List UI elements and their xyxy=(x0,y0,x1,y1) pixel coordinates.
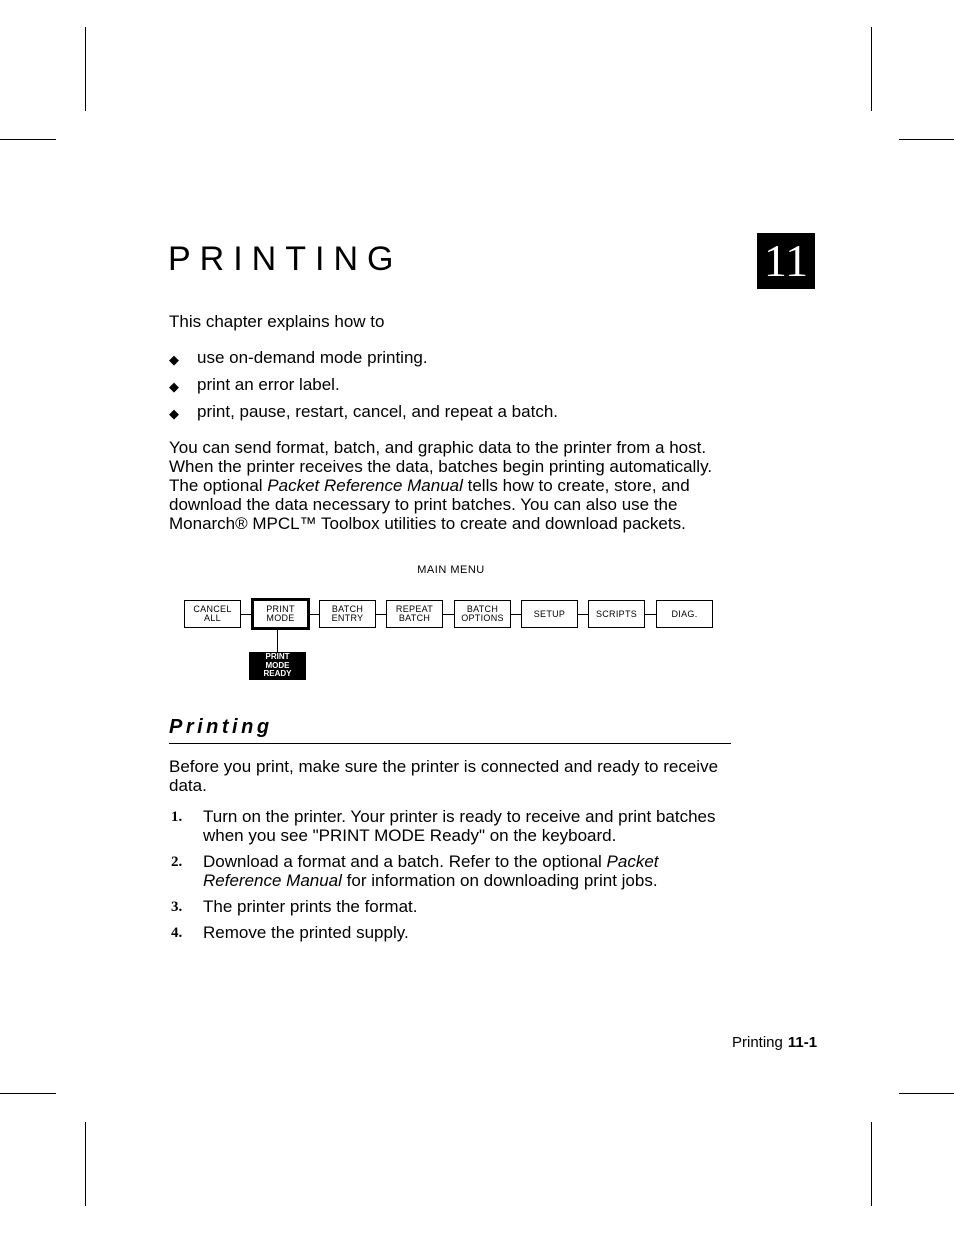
paragraph-text: tells how to create, store, and download the data necessary to print batches. You can also use the Monarch® MPCL™ Toolbox utilities to create and download packets. xyxy=(169,476,690,533)
menu-diagram-title: MAIN MENU xyxy=(417,564,485,576)
step-text: Remove the printed supply. xyxy=(203,923,409,942)
menu-item-print-mode: PRINT MODE xyxy=(251,598,310,630)
section-divider xyxy=(169,743,731,744)
menu-item-diag: DIAG. xyxy=(656,600,713,628)
section-paragraph: Before you print, make sure the printer is connected and ready to receive data. xyxy=(169,757,719,795)
menu-item-setup: SETUP xyxy=(521,600,578,628)
menu-connector xyxy=(645,614,656,615)
step-number: 1. xyxy=(171,809,183,825)
menu-connector xyxy=(376,614,386,615)
crop-mark xyxy=(0,1093,56,1094)
step-text: The printer prints the format. xyxy=(203,897,418,916)
menu-connector xyxy=(240,614,251,615)
manual-title: Packet Reference Manual xyxy=(203,852,659,890)
submenu-item-print-mode-ready: PRINT MODE READY xyxy=(249,652,306,680)
crop-mark xyxy=(85,1122,86,1206)
menu-item-repeat-batch: REPEAT BATCH xyxy=(386,600,443,628)
manual-title: Packet Reference Manual xyxy=(267,476,463,495)
menu-connector xyxy=(511,614,521,615)
menu-connector xyxy=(443,614,454,615)
menu-item-cancel-all: CANCEL ALL xyxy=(184,600,241,628)
diamond-bullet-icon: ◆ xyxy=(169,352,179,367)
footer-label: Printing xyxy=(732,1034,783,1051)
bullet-text: print an error label. xyxy=(197,375,340,394)
diamond-bullet-icon: ◆ xyxy=(169,406,179,421)
crop-mark xyxy=(85,27,86,111)
list-item xyxy=(169,402,558,429)
intro-paragraph xyxy=(169,438,729,533)
list-item xyxy=(169,375,558,402)
submenu-connector xyxy=(277,628,278,652)
menu-connector xyxy=(309,614,319,615)
bullet-text: print, pause, restart, cancel, and repeat a batch. xyxy=(197,402,558,421)
menu-item-batch-entry: BATCH ENTRY xyxy=(319,600,376,628)
intro-bullet-list xyxy=(169,348,558,429)
diamond-bullet-icon: ◆ xyxy=(169,379,179,394)
crop-mark xyxy=(871,1122,872,1206)
intro-lead: This chapter explains how to xyxy=(169,312,385,331)
list-item xyxy=(169,348,558,375)
chapter-title: PRINTING xyxy=(168,240,403,278)
crop-mark xyxy=(871,27,872,111)
list-item xyxy=(169,852,729,890)
step-text: Turn on the printer. Your printer is ready to receive and print batches when you see "PRINT MODE Ready" on the keyboard. xyxy=(203,807,716,845)
step-text: for information on downloading print jobs. xyxy=(341,871,658,890)
menu-item-batch-options: BATCH OPTIONS xyxy=(454,600,511,628)
step-list xyxy=(169,807,729,949)
step-number: 4. xyxy=(171,925,183,941)
step-text: Download a format and a batch. Refer to the optional xyxy=(203,852,607,871)
crop-mark xyxy=(0,139,56,140)
list-item xyxy=(169,923,729,942)
crop-mark xyxy=(899,1093,954,1094)
menu-connector xyxy=(578,614,588,615)
bullet-text: use on-demand mode printing. xyxy=(197,348,428,367)
section-title: Printing xyxy=(169,716,273,738)
chapter-number-badge: 11 xyxy=(757,233,815,289)
list-item xyxy=(169,807,729,845)
step-number: 3. xyxy=(171,899,183,915)
page-footer xyxy=(732,1034,817,1051)
crop-mark xyxy=(899,139,954,140)
menu-item-scripts: SCRIPTS xyxy=(588,600,645,628)
page-number: 11-1 xyxy=(787,1034,818,1051)
paragraph-text: You can send format, batch, and graphic data to the printer from a host. When the printer receives the data, batches begin printing automatically. The optional xyxy=(169,438,713,495)
step-number: 2. xyxy=(171,854,183,870)
list-item xyxy=(169,897,729,916)
